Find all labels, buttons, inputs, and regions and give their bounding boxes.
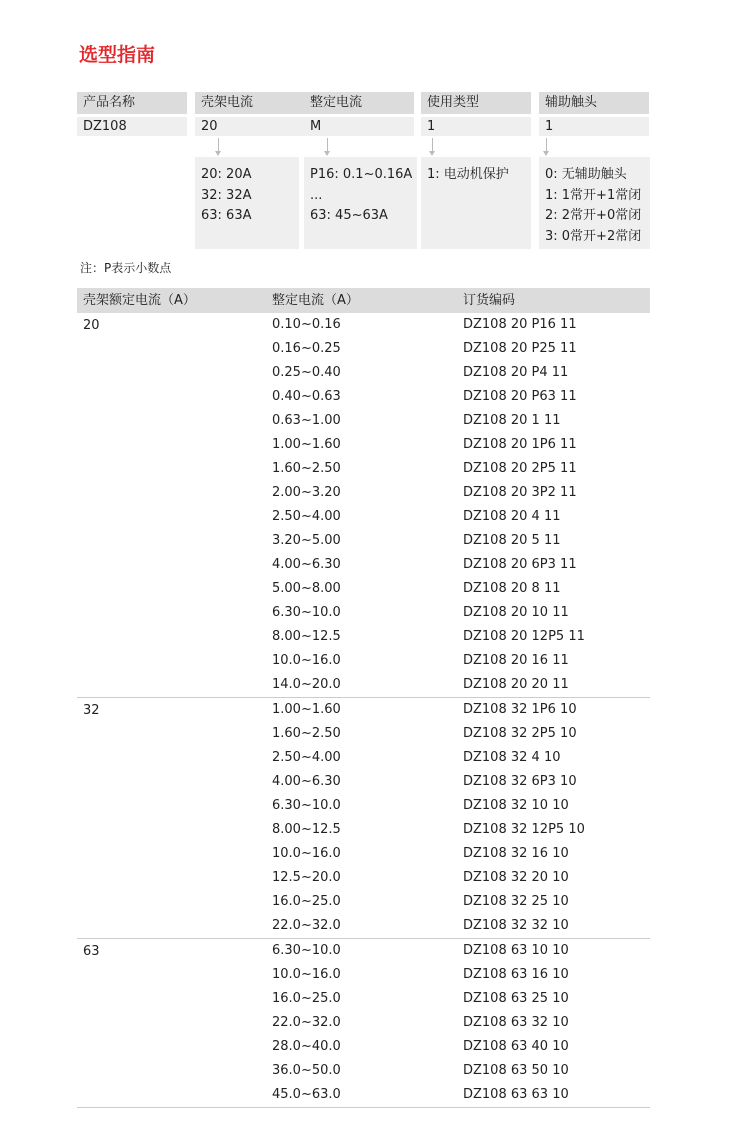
order-code-cell: DZ108 63 25 10 — [463, 991, 569, 1006]
options-frame-current — [195, 157, 299, 249]
code-column-usage-type — [421, 92, 531, 136]
table-row — [77, 337, 650, 361]
order-code-cell: DZ108 20 P25 11 — [463, 341, 577, 356]
code-value-setting-current: M — [304, 117, 414, 136]
order-code-cell: DZ108 20 1P6 11 — [463, 437, 577, 452]
order-code-cell: DZ108 63 63 10 — [463, 1087, 569, 1102]
table-row — [77, 553, 650, 577]
setting-current-cell: 28.0~40.0 — [272, 1039, 341, 1054]
code-value-usage-type: 1 — [421, 117, 531, 136]
order-code-cell: DZ108 20 8 11 — [463, 581, 561, 596]
option-item: 32: 32A — [201, 187, 252, 203]
setting-current-cell: 22.0~32.0 — [272, 918, 341, 933]
table-row — [77, 963, 650, 987]
order-code-cell: DZ108 63 32 10 — [463, 1015, 569, 1030]
page-title: 选型指南 — [79, 44, 156, 66]
column-header-frame-rating: 壳架额定电流（A） — [83, 293, 196, 308]
table-row — [77, 481, 650, 505]
order-code-cell: DZ108 63 16 10 — [463, 967, 569, 982]
setting-current-cell: 10.0~16.0 — [272, 653, 341, 668]
option-item: ... — [310, 187, 323, 203]
code-column-aux-contact — [539, 92, 649, 136]
code-value-frame-current: 20 — [195, 117, 305, 136]
table-row — [77, 409, 650, 433]
order-code-cell: DZ108 20 2P5 11 — [463, 461, 577, 476]
setting-current-cell: 1.00~1.60 — [272, 702, 341, 717]
option-item: 63: 45~63A — [310, 208, 388, 223]
setting-current-cell: 14.0~20.0 — [272, 677, 341, 692]
order-code-cell: DZ108 32 12P5 10 — [463, 822, 585, 837]
table-row — [77, 842, 650, 866]
setting-current-cell: 4.00~6.30 — [272, 774, 341, 789]
setting-current-cell: 2.50~4.00 — [272, 750, 341, 765]
note-text: 注：P表示小数点 — [80, 261, 172, 275]
table-row — [77, 673, 650, 697]
setting-current-cell: 0.40~0.63 — [272, 389, 341, 404]
setting-current-cell: 3.20~5.00 — [272, 533, 341, 548]
option-item: 63: 63A — [201, 208, 252, 223]
arrow-down-icon — [546, 138, 547, 151]
setting-current-cell: 6.30~10.0 — [272, 605, 341, 620]
setting-current-cell: 36.0~50.0 — [272, 1063, 341, 1078]
table-row — [77, 433, 650, 457]
column-header-order-code: 订货编码 — [463, 293, 516, 308]
order-code-cell: DZ108 63 10 10 — [463, 943, 569, 958]
setting-current-cell: 5.00~8.00 — [272, 581, 341, 596]
order-code-cell: DZ108 20 6P3 11 — [463, 557, 577, 572]
table-row — [77, 770, 650, 794]
frame-group — [77, 313, 650, 698]
table-row — [77, 385, 650, 409]
frame-rating-cell: 32 — [83, 703, 100, 718]
table-row — [77, 794, 650, 818]
setting-current-cell: 8.00~12.5 — [272, 629, 341, 644]
code-header-frame-current: 壳架电流 — [195, 92, 305, 114]
order-code-cell: DZ108 20 12P5 11 — [463, 629, 585, 644]
table-header — [77, 288, 650, 313]
frame-group — [77, 698, 650, 939]
order-code-cell: DZ108 32 25 10 — [463, 894, 569, 909]
table-row — [77, 529, 650, 553]
options-aux-contact — [539, 157, 650, 249]
table-row — [77, 987, 650, 1011]
table-row — [77, 313, 650, 337]
order-code-cell: DZ108 32 2P5 10 — [463, 726, 577, 741]
arrow-down-icon — [327, 138, 328, 151]
setting-current-cell: 8.00~12.5 — [272, 822, 341, 837]
table-row — [77, 1083, 650, 1107]
order-code-cell: DZ108 20 3P2 11 — [463, 485, 577, 500]
frame-group — [77, 939, 650, 1108]
arrow-down-icon — [432, 138, 433, 151]
setting-current-cell: 0.16~0.25 — [272, 341, 341, 356]
setting-current-cell: 10.0~16.0 — [272, 846, 341, 861]
setting-current-cell: 2.50~4.00 — [272, 509, 341, 524]
code-value-aux-contact: 1 — [539, 117, 649, 136]
frame-rating-cell: 20 — [83, 318, 100, 333]
table-row — [77, 1011, 650, 1035]
order-code-cell: DZ108 32 10 10 — [463, 798, 569, 813]
code-header-product-name: 产品名称 — [77, 92, 187, 114]
setting-current-cell: 4.00~6.30 — [272, 557, 341, 572]
code-column-setting-current — [304, 92, 414, 136]
order-code-cell: DZ108 20 1 11 — [463, 413, 561, 428]
option-item: 1: 1常开+1常闭 — [545, 187, 642, 203]
table-row — [77, 890, 650, 914]
code-header-setting-current: 整定电流 — [304, 92, 414, 114]
table-row — [77, 746, 650, 770]
setting-current-cell: 6.30~10.0 — [272, 798, 341, 813]
table-row — [77, 914, 650, 938]
order-code-cell: DZ108 20 4 11 — [463, 509, 561, 524]
order-code-cell: DZ108 20 P16 11 — [463, 317, 577, 332]
option-item: 0: 无辅助触头 — [545, 167, 627, 182]
table-row — [77, 361, 650, 385]
order-code-cell: DZ108 32 20 10 — [463, 870, 569, 885]
option-item: P16: 0.1~0.16A — [310, 167, 413, 182]
table-row — [77, 818, 650, 842]
table-row — [77, 505, 650, 529]
arrow-down-icon — [218, 138, 219, 151]
order-code-cell: DZ108 32 6P3 10 — [463, 774, 577, 789]
order-code-cell: DZ108 32 16 10 — [463, 846, 569, 861]
setting-current-cell: 1.60~2.50 — [272, 461, 341, 476]
table-row — [77, 698, 650, 722]
code-column-product-name — [77, 92, 187, 136]
table-body — [77, 313, 650, 1108]
table-row — [77, 866, 650, 890]
setting-current-cell: 0.10~0.16 — [272, 317, 341, 332]
order-code-cell: DZ108 20 5 11 — [463, 533, 561, 548]
setting-current-cell: 6.30~10.0 — [272, 943, 341, 958]
option-item: 1: 电动机保护 — [427, 167, 509, 182]
order-code-cell: DZ108 32 4 10 — [463, 750, 561, 765]
table-row — [77, 649, 650, 673]
setting-current-cell: 1.60~2.50 — [272, 726, 341, 741]
order-code-cell: DZ108 32 1P6 10 — [463, 702, 577, 717]
setting-current-cell: 16.0~25.0 — [272, 894, 341, 909]
table-row — [77, 939, 650, 963]
order-code-cell: DZ108 63 50 10 — [463, 1063, 569, 1078]
table-row — [77, 457, 650, 481]
code-header-usage-type: 使用类型 — [421, 92, 531, 114]
code-header-aux-contact: 辅助触头 — [539, 92, 649, 114]
setting-current-cell: 10.0~16.0 — [272, 967, 341, 982]
options-setting-current — [304, 157, 417, 249]
table-row — [77, 722, 650, 746]
setting-current-cell: 12.5~20.0 — [272, 870, 341, 885]
table-row — [77, 1035, 650, 1059]
code-value-product-name: DZ108 — [77, 117, 187, 136]
order-code-cell: DZ108 20 16 11 — [463, 653, 569, 668]
table-row — [77, 577, 650, 601]
setting-current-cell: 0.25~0.40 — [272, 365, 341, 380]
column-header-setting-current: 整定电流（A） — [272, 293, 359, 308]
order-code-cell: DZ108 20 P63 11 — [463, 389, 577, 404]
order-code-cell: DZ108 20 20 11 — [463, 677, 569, 692]
code-column-frame-current — [195, 92, 305, 136]
option-item: 20: 20A — [201, 167, 252, 182]
setting-current-cell: 1.00~1.60 — [272, 437, 341, 452]
setting-current-cell: 22.0~32.0 — [272, 1015, 341, 1030]
order-code-cell: DZ108 20 10 11 — [463, 605, 569, 620]
table-row — [77, 1059, 650, 1083]
option-item: 3: 0常开+2常闭 — [545, 228, 642, 244]
order-code-cell: DZ108 63 40 10 — [463, 1039, 569, 1054]
setting-current-cell: 0.63~1.00 — [272, 413, 341, 428]
setting-current-cell: 16.0~25.0 — [272, 991, 341, 1006]
frame-rating-cell: 63 — [83, 944, 100, 959]
options-usage-type — [421, 157, 531, 249]
setting-current-cell: 2.00~3.20 — [272, 485, 341, 500]
order-code-cell: DZ108 20 P4 11 — [463, 365, 569, 380]
table-row — [77, 601, 650, 625]
order-code-cell: DZ108 32 32 10 — [463, 918, 569, 933]
table-row — [77, 625, 650, 649]
setting-current-cell: 45.0~63.0 — [272, 1087, 341, 1102]
option-item: 2: 2常开+0常闭 — [545, 208, 642, 223]
